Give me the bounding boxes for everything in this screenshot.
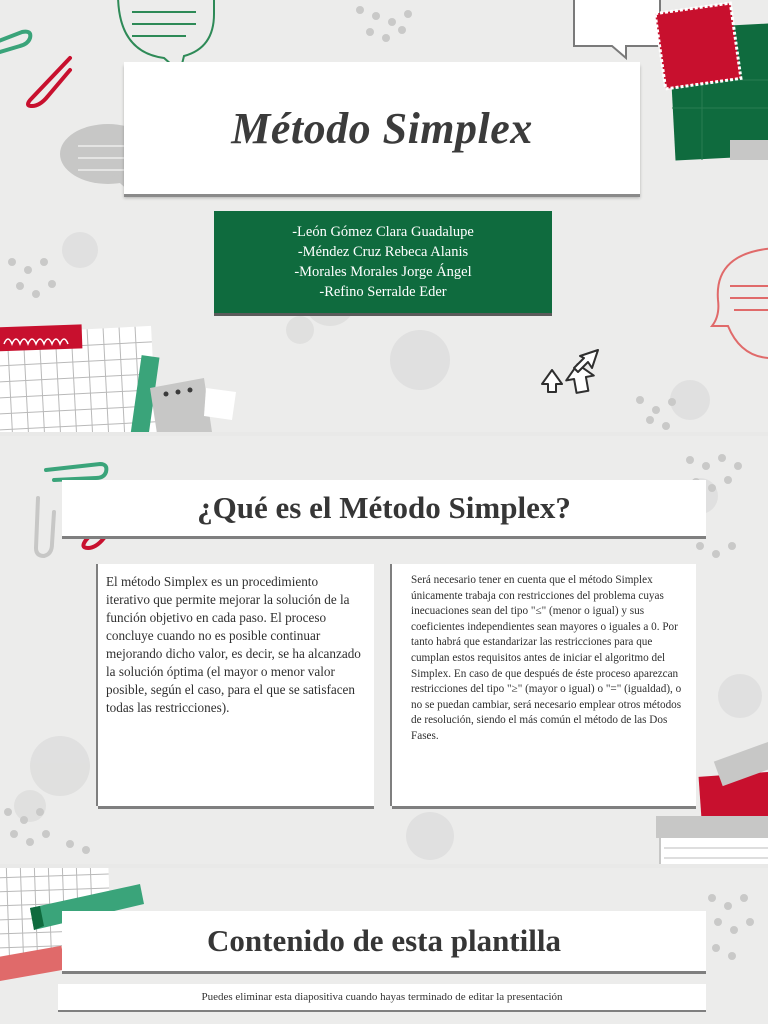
template-note-card: [58, 984, 706, 1010]
template-note: Puedes eliminar esta diapositiva cuando hayas terminado de editar la presentación: [201, 991, 563, 1003]
speech-bubble-icon: [574, 0, 660, 58]
title-card: [124, 62, 640, 194]
authors-box: [214, 211, 552, 313]
speech-bubble-icon: [712, 248, 768, 358]
restrictions-card: [392, 564, 696, 806]
definition-card: [98, 564, 374, 806]
author-3: -Morales Morales Jorge Ángel: [294, 264, 472, 280]
cursor-arrows-icon: [542, 350, 598, 394]
author-1: -León Gómez Clara Guadalupe: [292, 224, 474, 240]
definition-text: El método Simplex es un procedimiento iterativo que permite mejorar la solución de la función objetivo en cada paso. El proceso concluye cuando no es posible continuar mejorando dicho valor, es decir, se ha alcanzado la solución óptima (el mayor o menor valor posible, según el caso, para el que se satisfacen todas las restricciones).: [106, 574, 361, 715]
definition-slide[interactable]: [0, 436, 768, 864]
author-4: -Refino Serralde Eder: [319, 284, 447, 300]
template-content-slide[interactable]: [0, 868, 768, 1024]
title-slide[interactable]: [0, 0, 768, 432]
author-2: -Méndez Cruz Rebeca Alanis: [297, 244, 469, 260]
template-heading-card: [62, 911, 706, 971]
section-heading-card: [62, 480, 706, 536]
template-heading: Contenido de esta plantilla: [207, 923, 561, 958]
restrictions-text: Será necesario tener en cuenta que el método Simplex únicamente trabaja con restricciones del problema cuyas inecuaciones sean del tipo "≤" (menor o igual) y sus coeficientes independientes sean mayores o iguales a 0. Por tanto habrá que estandarizar las restricciones para que cumplan estos requisitos antes de iniciar el algoritmo del Simplex. En caso de que después de éste proceso aparezcan restricciones del tipo "≥" (mayor o igual) o "=" (igualdad), o no se puedan cambiar, será necesario emplear otros métodos de resolución, siendo el más común el método de las Dos Fases.: [411, 574, 682, 742]
paperclip-icon: [0, 32, 70, 106]
section-heading: ¿Qué es el Método Simplex?: [197, 490, 571, 525]
presentation-title: Método Simplex: [231, 103, 533, 153]
